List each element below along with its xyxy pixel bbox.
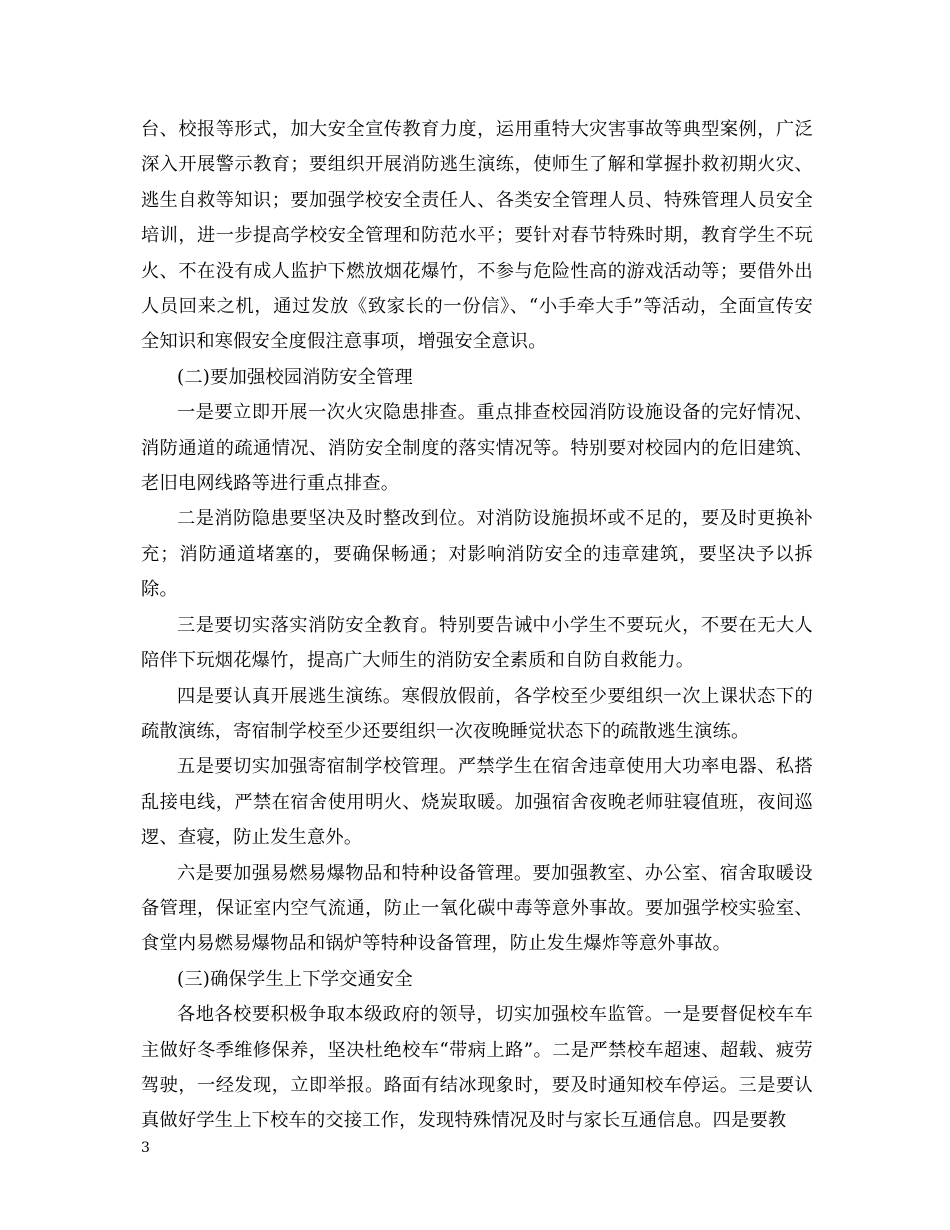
document-body [141, 112, 813, 1139]
paragraph-traffic-safety: 各地各校要积极争取本级政府的领导，切实加强校车监管。一是要督促校车车主做好冬季维修保养，坚决杜绝校车“带病上路”。二是严禁校车超速、超载、疲劳驾驶，一经发现，立即举报。路面有结冰现象时，要及时通知校车停运。三是要认真做好学生上下校车的交接工作，发现特殊情况及时与家长互通信息。四是要教 [141, 1004, 813, 1132]
paragraph-item-5: 五是要切实加强寄宿制学校管理。严禁学生在宿舍违章使用大功率电器、私搭乱接电线，严禁在宿舍使用明火、烧炭取暖。加强宿舍夜晚老师驻寝值班，夜间巡逻、查寝，防止发生意外。 [141, 756, 813, 849]
paragraph-item-2: 二是消防隐患要坚决及时整改到位。对消防设施损坏或不足的，要及时更换补充；消防通道堵塞的，要确保畅通；对影响消防安全的违章建筑，要坚决予以拆除。 [141, 508, 813, 601]
page-number: 3 [141, 1140, 150, 1156]
section-heading-2: (二)要加强校园消防安全管理 [177, 366, 413, 388]
paragraph-continued-intro: 台、校报等形式，加大安全宣传教育力度，运用重特大灾害事故等典型案例，广泛深入开展警示教育；要组织开展消防逃生演练，使师生了解和掌握扑救初期火灾、逃生自救等知识；要加强学校安全责任人、各类安全管理人员、特殊管理人员安全培训，进一步提高学校安全管理和防范水平；要针对春节特殊时期，教育学生不玩火、不在没有成人监护下燃放烟花爆竹，不参与危险性高的游戏活动等；要借外出人员回来之机，通过发放《致家长的一份信》、“小手牵大手”等活动，全面宣传安全知识和寒假安全度假注意事项，增强安全意识。 [141, 119, 813, 353]
paragraph-item-4: 四是要认真开展逃生演练。寒假放假前，各学校至少要组织一次上课状态下的疏散演练，寄宿制学校至少还要组织一次夜晚睡觉状态下的疏散逃生演练。 [141, 685, 813, 742]
paragraph-item-3: 三是要切实落实消防安全教育。特别要告诫中小学生不要玩火，不要在无大人陪伴下玩烟花爆竹，提高广大师生的消防安全素质和自防自救能力。 [141, 614, 813, 672]
paragraph-item-1: 一是要立即开展一次火灾隐患排查。重点排查校园消防设施设备的完好情况、消防通道的疏通情况、消防安全制度的落实情况等。特别要对校园内的危旧建筑、老旧电网线路等进行重点排查。 [141, 402, 813, 495]
paragraph-item-6: 六是要加强易燃易爆物品和特种设备管理。要加强教室、办公室、宿舍取暖设备管理，保证室内空气流通，防止一氧化碳中毒等意外事故。要加强学校实验室、食堂内易燃易爆物品和锅炉等特种设备管理，防止发生爆炸等意外事故。 [141, 862, 813, 955]
section-heading-3: (三)确保学生上下学交通安全 [177, 968, 413, 990]
